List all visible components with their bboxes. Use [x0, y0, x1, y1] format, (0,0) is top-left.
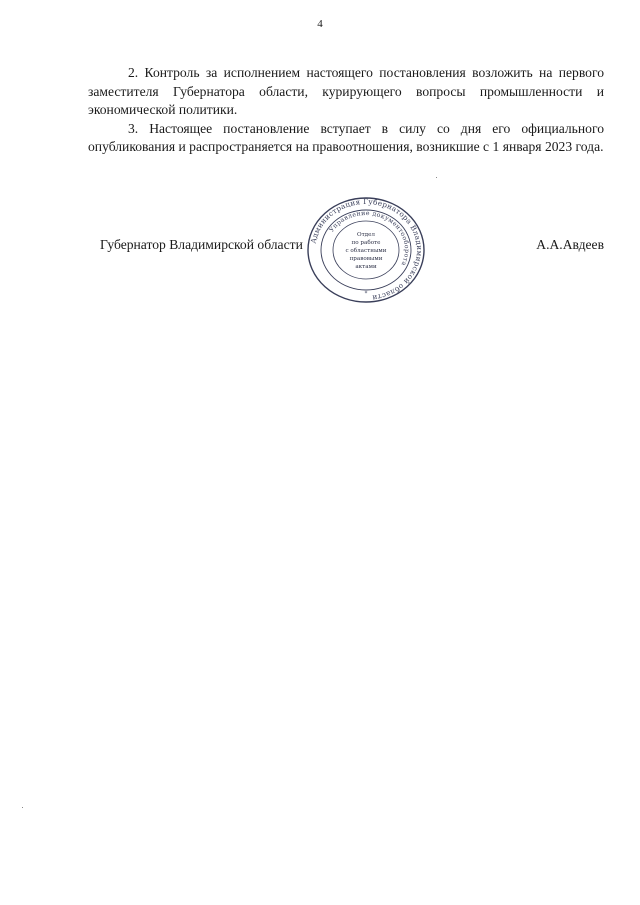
seal-outer-text: Администрация Губернатора Владимирской области — [308, 196, 425, 303]
text-line: 2. Контроль за исполнением настоящего постановления возложить на — [128, 65, 553, 80]
svg-text:Отдел: Отдел — [357, 232, 375, 238]
page-number: 4 — [317, 18, 323, 30]
svg-text:с областными: с областными — [345, 248, 387, 254]
seal-inner-text: Управление документооборота — [328, 209, 411, 267]
paragraph-3 — [88, 120, 604, 157]
text-line: первого заместителя Губернатора области, курирующего вопросы — [88, 65, 605, 99]
svg-text:по работе: по работе — [351, 240, 381, 246]
scan-speck — [436, 177, 437, 178]
seal-stamp-icon — [305, 196, 427, 304]
document-body — [88, 64, 604, 157]
text-line: промышленности и экономической политики. — [88, 83, 604, 117]
svg-text:*: * — [364, 291, 368, 297]
paragraph-2 — [88, 64, 604, 120]
signatory-title: Губернатор Владимирской области — [100, 237, 303, 252]
svg-text:правовыми: правовыми — [349, 256, 383, 262]
official-seal — [305, 196, 427, 304]
signatory-name: А.А.Авдеев — [536, 237, 604, 252]
scan-speck — [22, 807, 23, 808]
text-line: 2023 года. — [544, 139, 604, 154]
text-line: опубликования и распространяется на правоотношения, возникшие с 1 января — [88, 139, 542, 154]
svg-text:актами: актами — [355, 264, 377, 270]
text-line: 3. Настоящее постановление вступает в силу со дня его официального — [128, 120, 604, 136]
